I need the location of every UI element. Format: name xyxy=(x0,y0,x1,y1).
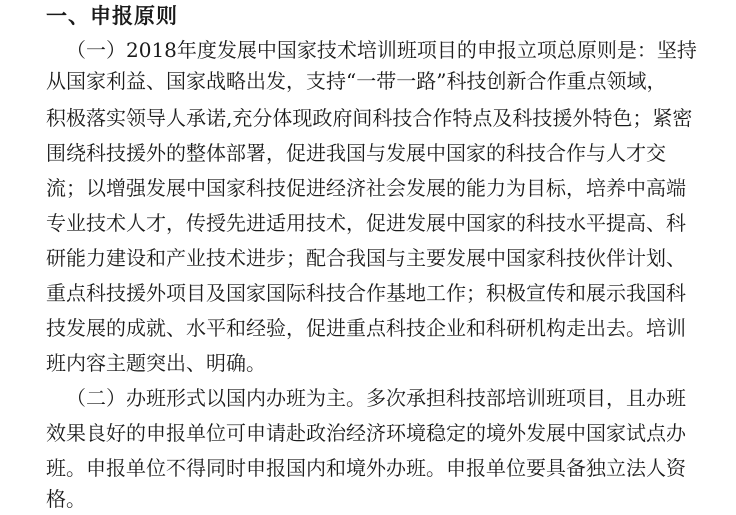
paragraph-1-line-1: （一）2018年度发展中国家技术培训班项目的申报立项总原则是：坚持 xyxy=(66,38,697,62)
paragraph-1-line-8: 重点科技援外项目及国家国际科技合作基地工作；积极宣传和展示我国科 xyxy=(46,281,686,305)
paragraph-1-line-9: 技发展的成就、水平和经验，促进重点科技企业和科研机构走出去。培训 xyxy=(46,316,686,340)
paragraph-2-line-3: 班。申报单位不得同时申报国内和境外办班。申报单位要具备独立法人资 xyxy=(46,456,686,480)
paragraph-1-line-7: 研能力建设和产业技术进步；配合我国与主要发展中国家科技伙伴计划、 xyxy=(46,246,686,270)
paragraph-1-line-6: 专业技术人才，传授先进适用技术，促进发展中国家的科技水平提高、科 xyxy=(46,211,686,235)
paragraph-2-line-4: 格。 xyxy=(46,487,86,511)
paragraph-1-line-2: 从国家利益、国家战略出发，支持“一带一路”科技创新合作重点领域， xyxy=(46,69,667,93)
paragraph-2-line-1: （二）办班形式以国内办班为主。多次承担科技部培训班项目，且办班 xyxy=(66,386,686,410)
paragraph-1-line-3: 积极落实领导人承诺,充分体现政府间科技合作特点及科技援外特色；紧密 xyxy=(46,106,693,130)
paragraph-1-line-4: 围绕科技援外的整体部署，促进我国与发展中国家的科技合作与人才交 xyxy=(46,141,666,165)
paragraph-1-line-5: 流；以增强发展中国家科技促进经济社会发展的能力为目标，培养中高端 xyxy=(46,176,686,200)
paragraph-1-line-10: 班内容主题突出、明确。 xyxy=(46,351,266,375)
paragraph-2-line-2: 效果良好的申报单位可申请赴政治经济环境稳定的境外发展中国家试点办 xyxy=(46,421,686,445)
section-heading: 一、申报原则 xyxy=(46,4,178,28)
